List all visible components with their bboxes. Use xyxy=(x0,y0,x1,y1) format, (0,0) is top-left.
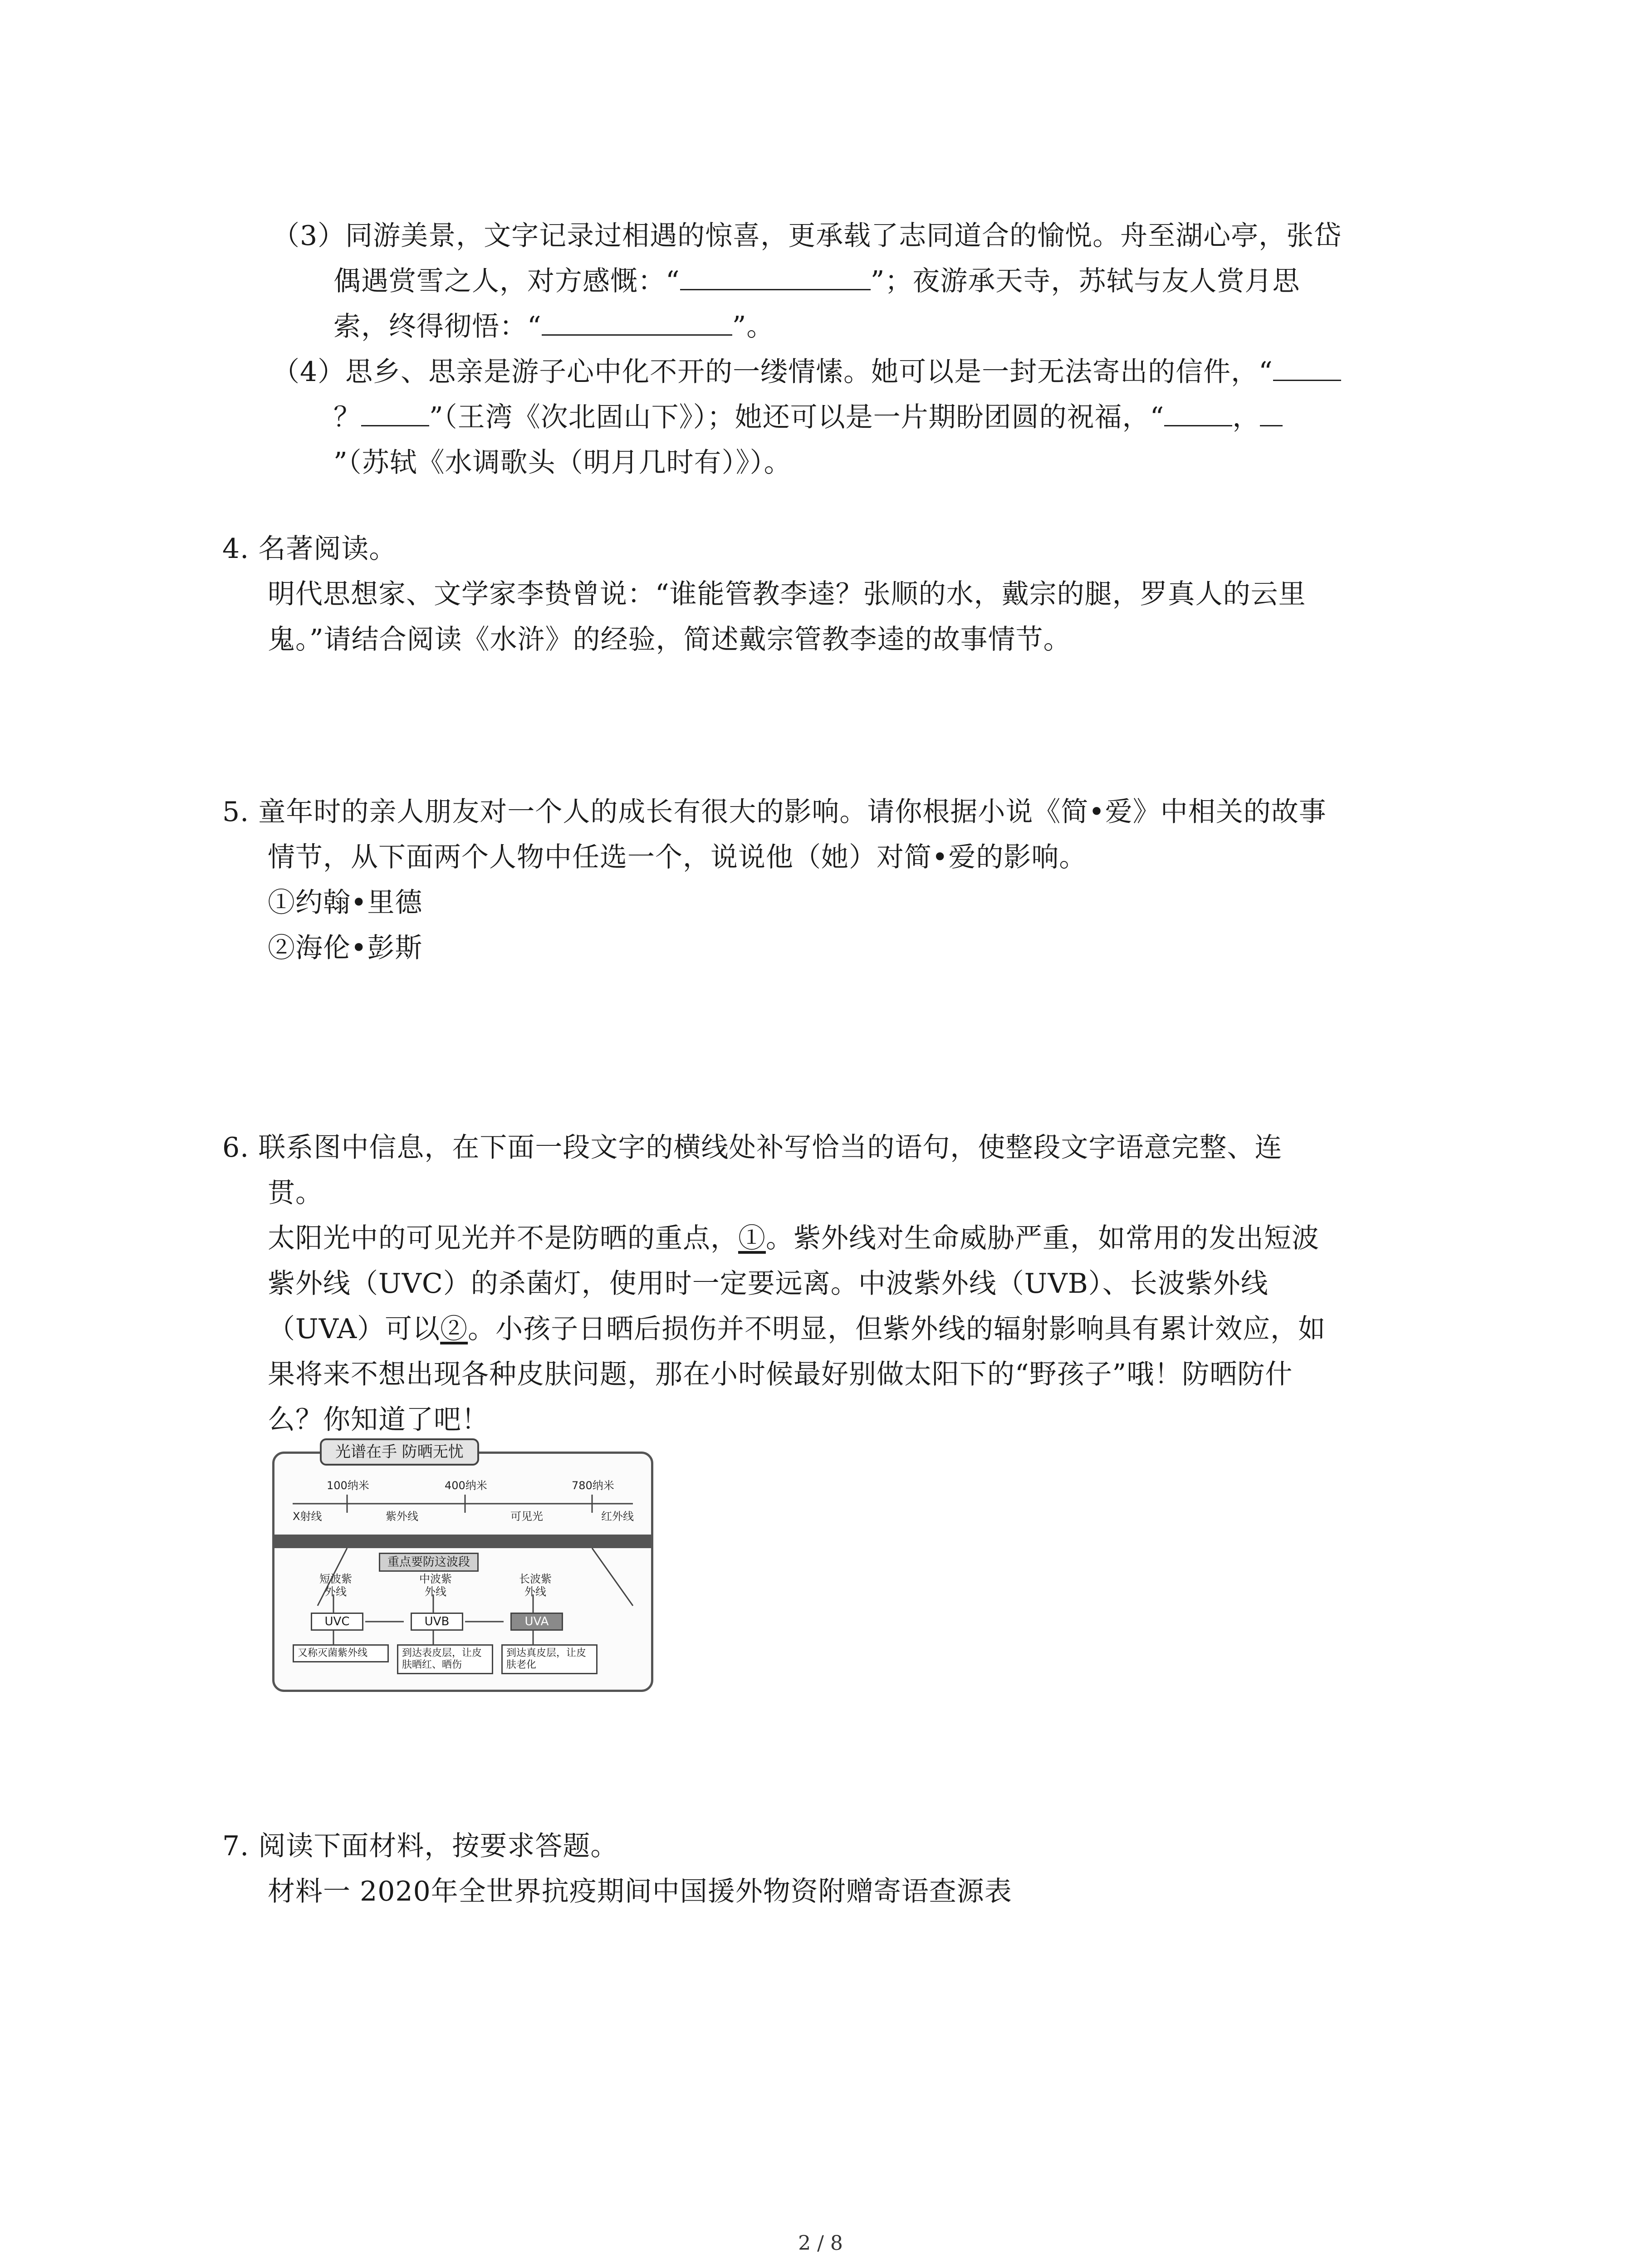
band-uv: 紫外线 xyxy=(386,1510,418,1523)
q3-sub4-line2: ？ ”（王湾《次北固山下》）；她还可以是一片期盼团圆的祝福，“ ， xyxy=(333,395,1283,440)
q4-title: 4. 名著阅读。 xyxy=(222,533,397,565)
q4-line1: 明代思想家、文学家李贽曾说：“谁能管教李逵？张顺的水，戴宗的腿，罗真人的云里 xyxy=(268,578,1306,610)
tick-780nm: 780纳米 xyxy=(572,1479,614,1492)
q6-para-line3: （UVA）可以②。小孩子日晒后损伤并不明显，但紫外线的辐射影响具有累计效应，如 xyxy=(268,1313,1326,1345)
q5-line1: 5. 童年时的亲人朋友对一个人的成长有很大的影响。请你根据小说《简•爱》中相关的故事 xyxy=(222,796,1327,828)
q6-para-line5: 么？你知道了吧！ xyxy=(268,1404,489,1436)
figure-title: 光谱在手 防晒无忧 xyxy=(320,1438,479,1466)
uvb-note: 到达表皮层，让皮肤晒红、晒伤 xyxy=(397,1644,493,1674)
q5-option-1: ①约翰•里德 xyxy=(268,887,423,919)
uva-box: UVA xyxy=(510,1613,563,1631)
q3-sub3-line2: 偶遇赏雪之人，对方感慨：“ ”；夜游承天寺，苏轼与友人赏月思 xyxy=(333,259,1300,304)
q3-sub4-line3: ”（苏轼《水调歌头（明月几时有）》）。 xyxy=(333,447,792,479)
uvb-box: UVB xyxy=(411,1613,463,1631)
answer-blank[interactable] xyxy=(1260,398,1283,426)
band-infrared: 红外线 xyxy=(601,1510,634,1523)
q6-line2: 贯。 xyxy=(268,1177,323,1209)
tick-100nm: 100纳米 xyxy=(327,1479,369,1492)
band-xray: X射线 xyxy=(293,1510,322,1523)
q6-para-line1: 太阳光中的可见光并不是防晒的重点，①。紫外线对生命威胁严重，如常用的发出短波 xyxy=(268,1222,1319,1254)
uvc-box: UVC xyxy=(311,1613,363,1631)
answer-blank[interactable] xyxy=(361,398,429,426)
blank-marker-1[interactable]: ① xyxy=(738,1222,766,1254)
q5-option-2: ②海伦•彭斯 xyxy=(268,932,423,964)
q3-sub4-line1: （4）思乡、思亲是游子心中化不开的一缕情愫。她可以是一封无法寄出的信件，“ xyxy=(272,349,1341,395)
focus-band-label: 重点要防这波段 xyxy=(379,1553,479,1572)
answer-blank[interactable] xyxy=(542,307,732,336)
answer-blank[interactable] xyxy=(1164,398,1232,426)
short-wave-label: 短波紫外线 xyxy=(319,1573,352,1598)
q3-sub3-line1: （3）同游美景，文字记录过相遇的惊喜，更承载了志同道合的愉悦。舟至湖心亭，张岱 xyxy=(272,220,1342,252)
uva-note: 到达真皮层，让皮肤老化 xyxy=(501,1644,598,1674)
answer-blank[interactable] xyxy=(680,262,871,290)
q6-line1: 6. 联系图中信息，在下面一段文字的横线处补写恰当的语句，使整段文字语意完整、连 xyxy=(222,1132,1283,1163)
answer-blank[interactable] xyxy=(1273,352,1341,381)
mid-wave-label: 中波紫外线 xyxy=(419,1573,452,1598)
band-visible: 可见光 xyxy=(510,1510,543,1523)
q7-material-title: 材料一 2020年全世界抗疫期间中国援外物资附赠寄语查源表 xyxy=(268,1876,1012,1907)
q5-line2: 情节，从下面两个人物中任选一个，说说他（她）对简•爱的影响。 xyxy=(268,841,1087,873)
q6-para-line2: 紫外线（UVC）的杀菌灯，使用时一定要远离。中波紫外线（UVB）、长波紫外线 xyxy=(268,1268,1269,1300)
q4-line2: 鬼。”请结合阅读《水浒》的经验，简述戴宗管教李逵的故事情节。 xyxy=(268,624,1071,655)
long-wave-label: 长波紫外线 xyxy=(519,1573,552,1598)
tick-400nm: 400纳米 xyxy=(445,1479,487,1492)
blank-marker-2[interactable]: ② xyxy=(440,1313,468,1345)
q3-sub3-line3: 索，终得彻悟：“ ”。 xyxy=(333,304,774,349)
page-number: 2 / 8 xyxy=(798,2232,843,2255)
q6-para-line4: 果将来不想出现各种皮肤问题，那在小时候最好别做太阳下的“野孩子”哦！防晒防什 xyxy=(268,1359,1293,1390)
uvc-note: 又称灭菌紫外线 xyxy=(293,1644,389,1662)
uv-spectrum-figure xyxy=(272,1443,653,1692)
q7-title: 7. 阅读下面材料，按要求答题。 xyxy=(222,1830,618,1862)
